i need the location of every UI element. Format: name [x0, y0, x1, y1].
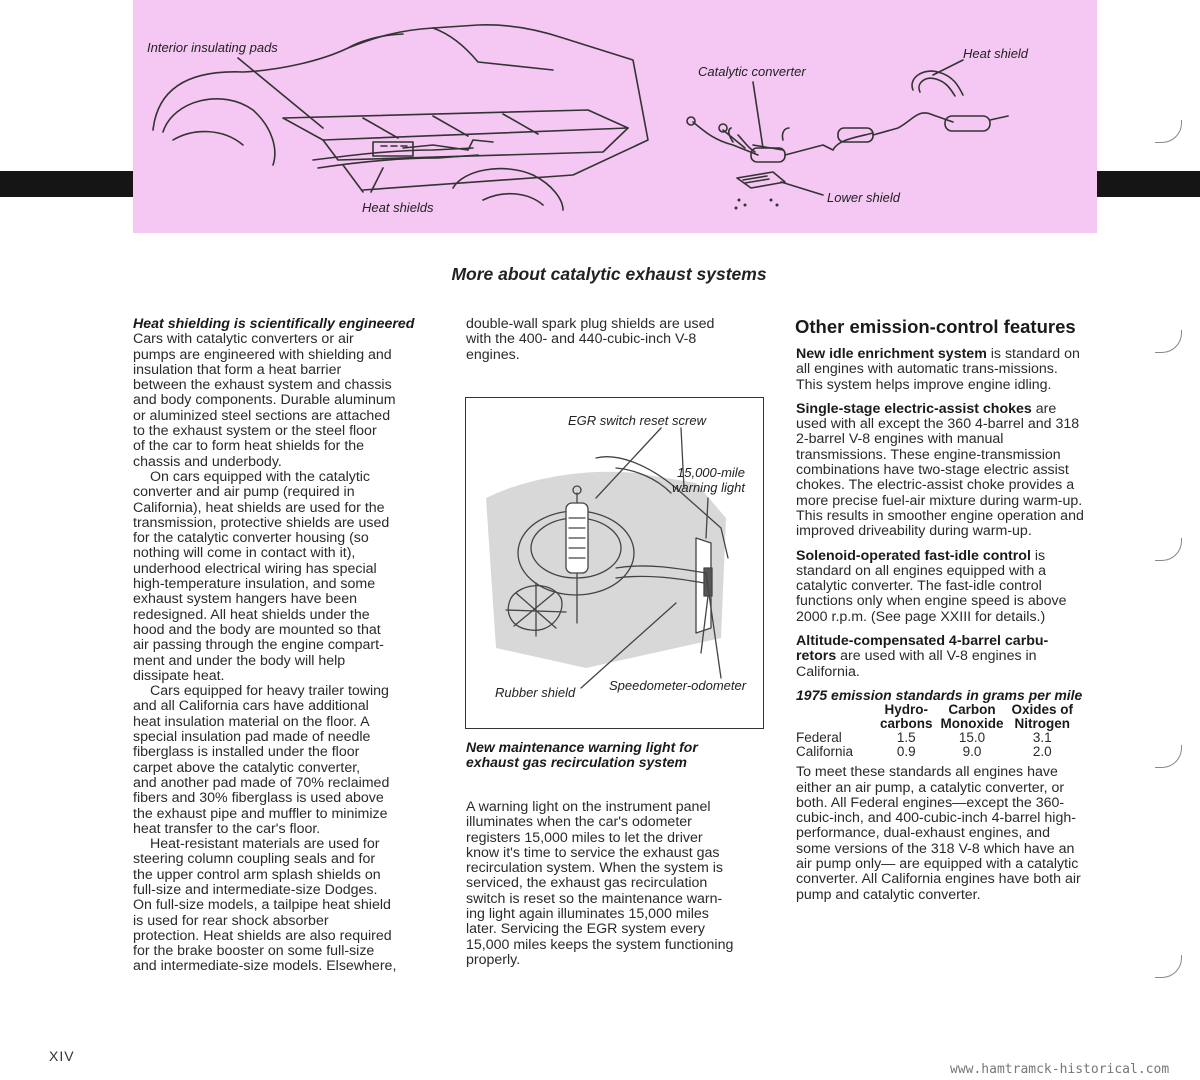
text-line: and body components. Durable aluminum — [133, 392, 396, 409]
text-line: the upper control arm splash shields on — [133, 866, 381, 883]
fast-idle-text: is standard on all engines equipped with a catalytic converter. The fast-idle control functions only when engine speed is above 2000 r.p.m. (See page XXIII for details.) — [796, 547, 1067, 625]
table-cell: 9.0 — [962, 744, 982, 760]
text-line: between the exhaust system and chassis — [133, 377, 392, 394]
text-line: to the exhaust system or the steel floor — [133, 423, 377, 440]
header-line: Hydro- — [884, 702, 929, 718]
idle-enrichment-term: New idle enrichment system — [796, 346, 987, 362]
text-line: for the catalytic converter housing (so — [133, 530, 369, 547]
page-curl-mark — [1155, 120, 1182, 143]
header-carbon-monoxide — [937, 703, 1008, 731]
table-cell: 2.0 — [1032, 744, 1052, 760]
text-line: steering column coupling seals and for — [133, 851, 376, 868]
text-line: fiberglass is installed under the floor — [133, 744, 360, 761]
paragraph-altitude-carburetors — [796, 634, 1086, 680]
text-line: redesigned. All heat shields under the — [133, 606, 370, 623]
idle-enrichment-text: is standard on all engines with automatic trans-missions. This system helps improve engine idling. — [796, 346, 1080, 393]
text-line: Cars with catalytic converters or air — [133, 331, 354, 348]
text-line: double-wall spark plug shields are used — [466, 316, 715, 332]
table-cell: 1.5 — [896, 730, 916, 746]
text-line: underhood electrical wiring has special — [133, 560, 377, 577]
other-features-heading: Other emission-control features — [795, 316, 1076, 337]
altitude-carburetors-text: are used with all V-8 engines in California. — [796, 648, 1037, 680]
text-line: ing light again illuminates 15,000 miles — [466, 906, 709, 923]
text-line: ment and under the body will help — [133, 652, 346, 669]
label-speedometer-odometer: Speedometer-odometer — [609, 678, 747, 693]
paragraph-idle-enrichment — [796, 347, 1086, 393]
column-heat-shielding — [133, 317, 445, 975]
car-and-exhaust-illustration — [133, 0, 1097, 233]
text-line: for the brake booster on some full-size — [133, 943, 375, 960]
text-line: insulation that form a heat barrier — [133, 361, 342, 378]
text-line: know it's time to service the exhaust gas — [466, 844, 720, 861]
header-hydrocarbons — [876, 703, 937, 731]
text-line: later. Servicing the EGR system every — [466, 921, 705, 938]
column-2-body-text — [466, 800, 770, 968]
text-line: full-size and intermediate-size Dodges. — [133, 881, 378, 898]
label-heat-shield: Heat shield — [963, 46, 1029, 61]
text-line: heat transfer to the car's floor. — [133, 820, 321, 837]
text-line: and another pad made of 70% reclaimed — [133, 774, 390, 791]
table-cell: 0.9 — [896, 744, 916, 760]
label-egr-switch-reset-screw: EGR switch reset screw — [568, 413, 706, 428]
text-line: A warning light on the instrument panel — [466, 799, 711, 815]
text-line: protection. Heat shields are also required — [133, 927, 392, 944]
header-line: Monoxide — [940, 716, 1004, 732]
text-line: pumps are engineered with shielding and — [133, 346, 392, 363]
text-line: or aluminized steel sections are attached — [133, 407, 391, 424]
emission-standards-table — [796, 703, 1077, 759]
table-row — [796, 745, 1077, 759]
text-line: nothing will come in contact with it), — [133, 545, 356, 562]
text-line: heat insulation material on the floor. A — [133, 713, 370, 730]
column-2-top-text — [466, 317, 766, 363]
text-line: serviced, the exhaust gas recirculation — [466, 875, 708, 892]
watermark: www.hamtramck-historical.com — [950, 1062, 1170, 1077]
heat-shielding-heading: Heat shielding is scientifically engineered — [133, 316, 415, 332]
fast-idle-term: Solenoid-operated fast-idle control — [796, 547, 1031, 564]
label-catalytic-converter: Catalytic converter — [698, 64, 806, 79]
text-line: of the car to form heat shields for the — [133, 438, 365, 455]
table-header-row — [796, 703, 1077, 731]
text-line: registers 15,000 miles to let the driver — [466, 829, 703, 846]
label-heat-shields: Heat shields — [362, 200, 434, 215]
text-line: and intermediate-size models. Elsewhere, — [133, 958, 397, 975]
text-line: On full-size models, a tailpipe heat shield — [133, 897, 391, 914]
text-line: dissipate heat. — [133, 667, 225, 684]
text-line: chassis and underbody. — [133, 453, 282, 470]
text-line: air passing through the engine compart- — [133, 637, 384, 654]
header-line: carbons — [880, 716, 933, 732]
header-line: Carbon — [948, 702, 996, 718]
page-curl-mark — [1155, 538, 1182, 561]
closing-paragraph: To meet these standards all engines have either an air pump, a catalytic converter, or both. All Federal engines—except the 360-cubic-inch, and 400-cubic-inch 4-barrel high-performance, dual-exhaust engines, and some versions of the 318 V-8 which have an air pump only— are equipped with a catalytic converter. All California engines have both air pump and catalytic converter. — [796, 764, 1081, 903]
figure-caption — [466, 740, 766, 770]
caption-line: New maintenance warning light for — [466, 739, 698, 755]
text-line: the exhaust pipe and muffler to minimize — [133, 805, 388, 822]
table-cell: 15.0 — [958, 730, 986, 746]
header-line: Nitrogen — [1014, 716, 1071, 732]
text-line: transmission, protective shields are used — [133, 514, 390, 531]
header-oxides-of-nitrogen — [1008, 703, 1078, 731]
text-line: On cars equipped with the catalytic — [150, 468, 371, 485]
left-black-bar — [0, 171, 133, 197]
text-line: exhaust system hangers have been — [133, 591, 357, 608]
text-line: hood and the body are mounted so that — [133, 621, 381, 638]
page-number: XIV — [49, 1048, 75, 1064]
column-3-text — [796, 347, 1086, 903]
paragraph-electric-chokes — [796, 402, 1086, 540]
label-lower-shield: Lower shield — [827, 190, 900, 205]
text-line: fibers and 30% fiberglass is used above — [133, 790, 384, 807]
label-interior-insulating-pads: Interior insulating pads — [147, 40, 278, 55]
egr-figure — [465, 397, 764, 729]
text-line: and all California cars have additional — [133, 698, 369, 715]
label-warning-light: warning light — [672, 480, 745, 495]
table-cell: California — [796, 744, 854, 760]
page-curl-mark — [1155, 330, 1182, 353]
text-line: illuminates when the car's odometer — [466, 814, 692, 831]
text-line: is used for rear shock absorber — [133, 912, 329, 929]
text-line: California), heat shields are used for the — [133, 499, 385, 516]
caption-line: exhaust gas recirculation system — [466, 754, 687, 770]
page-curl-mark — [1155, 955, 1182, 978]
label-15000-mile: 15,000-mile — [677, 465, 745, 480]
text-line: with the 400- and 440-cubic-inch V-8 — [466, 331, 697, 348]
text-line: carpet above the catalytic converter, — [133, 759, 361, 776]
page-title: More about catalytic exhaust systems — [451, 264, 767, 284]
header-line: Oxides of — [1011, 702, 1074, 718]
paragraph-fast-idle — [796, 549, 1086, 625]
text-line: properly. — [466, 951, 521, 968]
text-line: switch is reset so the maintenance warn- — [466, 890, 723, 907]
text-line: converter and air pump (required in — [133, 484, 355, 501]
text-line: engines. — [466, 346, 520, 363]
text-line: Cars equipped for heavy trailer towing — [150, 683, 389, 700]
emission-table-caption: 1975 emission standards in grams per mile — [796, 686, 1083, 703]
text-line: recirculation system. When the system is — [466, 860, 724, 877]
text-line: 15,000 miles keeps the system functioning — [466, 936, 734, 953]
text-line: high-temperature insulation, and some — [133, 576, 376, 593]
illustration-banner — [133, 0, 1097, 233]
altitude-carburetors-term: Altitude-compensated 4-barrel carbu-retors — [796, 633, 1049, 665]
page-curl-mark — [1155, 745, 1182, 768]
electric-chokes-term: Single-stage electric-assist chokes — [796, 400, 1032, 417]
header-blank — [796, 703, 876, 731]
table-row — [796, 731, 1077, 745]
text-line: special insulation pad made of needle — [133, 729, 371, 746]
electric-chokes-text: are used with all except the 360 4-barrel and 318 2-barrel V-8 engines with manual transmissions. These engine-transmission combinations have two-stage electric assist chokes. The electric-assist choke provides a more precise fuel-air mixture during warm-up. This results in smoother engine operation and improved driveability during warm-up. — [796, 400, 1084, 540]
table-cell: Federal — [796, 730, 842, 746]
table-cell: 3.1 — [1032, 730, 1052, 746]
right-black-bar — [1097, 171, 1200, 197]
label-rubber-shield: Rubber shield — [495, 685, 576, 700]
text-line: Heat-resistant materials are used for — [150, 836, 380, 853]
